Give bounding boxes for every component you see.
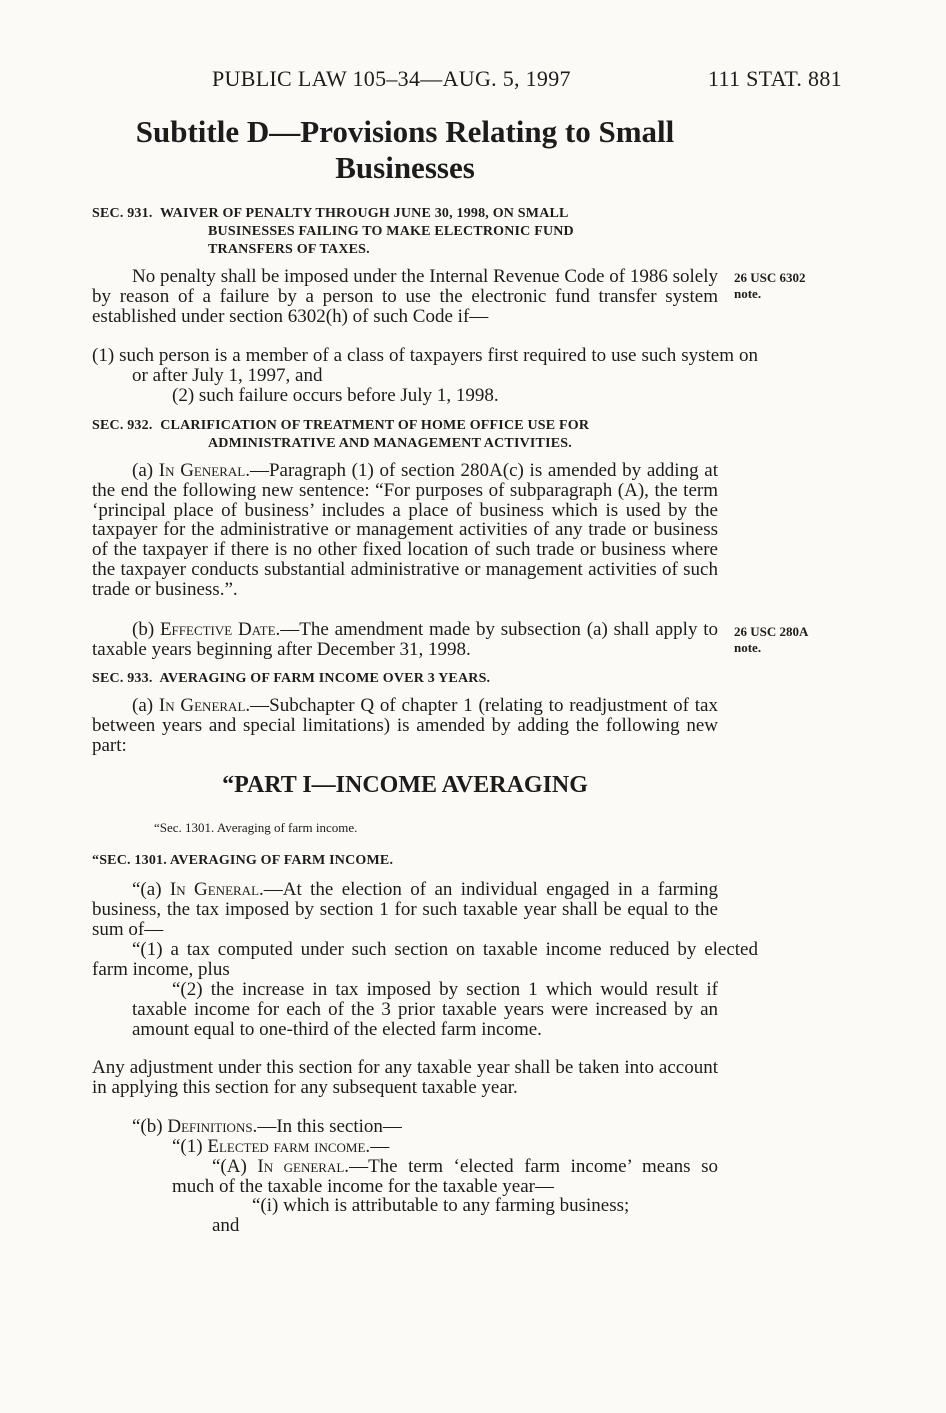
toc-entry: “Sec. 1301. Averaging of farm income. xyxy=(154,820,358,835)
part-title: “PART I—INCOME AVERAGING xyxy=(222,772,588,798)
sec-1301-bAi-text: “(i) which is attributable to any farming business; xyxy=(252,1195,630,1216)
sec-932-b-heading: Effective Date. xyxy=(159,619,281,640)
sec-933-a-heading: In General. xyxy=(158,695,251,716)
sec-931-item-1: (1) such person is a member of a class of taxpayers first required to use such system on or after July 1, 1997, and xyxy=(92,345,758,386)
margin-note-line-2: note. xyxy=(734,640,762,655)
sec-933-heading xyxy=(92,670,718,688)
sec-932-heading xyxy=(92,417,718,453)
sec-933-title: AVERAGING OF FARM INCOME OVER 3 YEARS. xyxy=(159,671,491,686)
sec-1301-b-label: “(b) xyxy=(132,1116,163,1137)
sec-1301-b-body: —In this section— xyxy=(257,1116,402,1137)
sec-932-a-heading: In General. xyxy=(158,460,250,481)
sec-932-subsection-b xyxy=(92,620,718,660)
running-head: PUBLIC LAW 105–34—AUG. 5, 1997 xyxy=(212,66,571,91)
sec-933-subsection-a xyxy=(92,696,718,755)
sec-1301-subsection-a xyxy=(92,880,718,939)
sec-931-title-line-2: BUSINESSES FAILING TO MAKE ELECTRONIC FUND xyxy=(208,224,574,239)
sec-1301-b1-label: “(1) xyxy=(172,1136,203,1157)
sec-932-title-line-1: CLARIFICATION OF TREATMENT OF HOME OFFICE USE FOR xyxy=(160,418,590,433)
margin-note-line-2: note. xyxy=(734,286,762,301)
sec-932-subsection-a xyxy=(92,461,718,600)
subtitle-line-2: Businesses xyxy=(335,150,475,185)
sec-933-number: SEC. 933. xyxy=(92,671,153,686)
sec-1301-subsection-b xyxy=(92,1117,718,1137)
sec-1301-bA-heading: In general. xyxy=(257,1156,350,1177)
sec-1301-b-paragraph-1 xyxy=(92,1137,718,1157)
sec-1301-a-paragraph-2 xyxy=(92,980,718,1039)
sec-1301-b-subparagraph-A xyxy=(92,1157,718,1197)
sec-1301-a-body: —At the election of an individual engaged in a farming business, the tax imposed by section 1 for such taxable year shall be equal to the sum of— xyxy=(92,879,719,940)
sec-1301-a-label: “(a) xyxy=(132,879,162,900)
subtitle-line-1: Subtitle D—Provisions Relating to Small xyxy=(135,114,675,149)
sec-933-a-label: (a) xyxy=(132,695,154,716)
stat-page-number: 111 STAT. 881 xyxy=(708,66,842,91)
sec-1301-a-heading: In General. xyxy=(169,879,264,900)
sec-932-b-body: —The amendment made by subsection (a) shall apply to taxable years beginning after December 31, 1998. xyxy=(92,619,719,660)
sec-1301-b1-heading: Elected farm income. xyxy=(207,1136,371,1157)
sec-1301-bA-text xyxy=(172,1157,718,1197)
sec-1301-b-heading: Definitions. xyxy=(167,1116,258,1137)
sec-1301-heading: “SEC. 1301. AVERAGING OF FARM INCOME. xyxy=(92,853,394,868)
sec-932-b-label: (b) xyxy=(132,619,155,640)
sec-932-number: SEC. 932. xyxy=(92,418,153,433)
sec-931-margin-note xyxy=(734,270,844,302)
margin-note-line-1: 26 USC 6302 xyxy=(734,270,806,285)
sec-933-a-body: —Subchapter Q of chapter 1 (relating to readjustment of tax between years and special limitations) is amended by adding the following new part: xyxy=(92,695,718,756)
sec-932-title-line-2: ADMINISTRATIVE AND MANAGEMENT ACTIVITIES. xyxy=(208,436,572,451)
sec-1301-bA-body: —The term ‘elected farm income’ means so much of the taxable income for the taxable year— xyxy=(172,1156,719,1197)
sec-1301-a2-text: “(2) the increase in tax imposed by section 1 which would result if taxable income for each of the 3 prior taxable years were increased by an amount equal to one-third of the elected farm income. xyxy=(132,979,718,1040)
sec-1301-flush-text: Any adjustment under this section for any taxable year shall be taken into account in applying this section for any subsequent taxable year. xyxy=(92,1057,718,1098)
sec-1301-b-clause-i xyxy=(92,1196,718,1236)
sec-1301-bA-label: “(A) xyxy=(212,1156,247,1177)
sec-932-margin-note xyxy=(734,624,844,656)
sec-1301-a-paragraph-1 xyxy=(92,940,758,980)
margin-note-line-1: 26 USC 280A xyxy=(734,624,809,639)
sec-1301-bAi-continuation: and xyxy=(212,1214,240,1236)
sec-1301-b1-dash: — xyxy=(370,1136,390,1157)
sec-931-item-2: (2) such failure occurs before July 1, 1998. xyxy=(172,385,499,406)
sec-931-number: SEC. 931. xyxy=(92,206,153,221)
sec-1301-a1-text: “(1) a tax computed under such section on taxable income reduced by elected farm income, plus xyxy=(92,939,758,980)
sec-931-title-line-3: TRANSFERS OF TAXES. xyxy=(208,242,370,257)
sec-932-a-body: —Paragraph (1) of section 280A(c) is amended by adding at the end the following new sentence: “For purposes of subparagraph (A), the term ‘principal place of business’ includes a place of business which is used by the taxpayer for the administrative or management activities of any trade or business of the taxpayer if there is no other fixed location of such trade or business where the taxpayer conducts substantial administrative or management activities of such trade or business.”. xyxy=(92,460,718,600)
sec-931-body: No penalty shall be imposed under the Internal Revenue Code of 1986 solely by reason of a failure by a person to use the electronic fund transfer system established under section 6302(h) of such Code if— xyxy=(92,266,718,327)
subtitle-heading xyxy=(92,114,718,186)
sec-932-a-label: (a) xyxy=(132,460,154,481)
sec-931-heading xyxy=(92,205,718,259)
sec-931-title-line-1: WAIVER OF PENALTY THROUGH JUNE 30, 1998, ON SMALL xyxy=(160,206,569,221)
